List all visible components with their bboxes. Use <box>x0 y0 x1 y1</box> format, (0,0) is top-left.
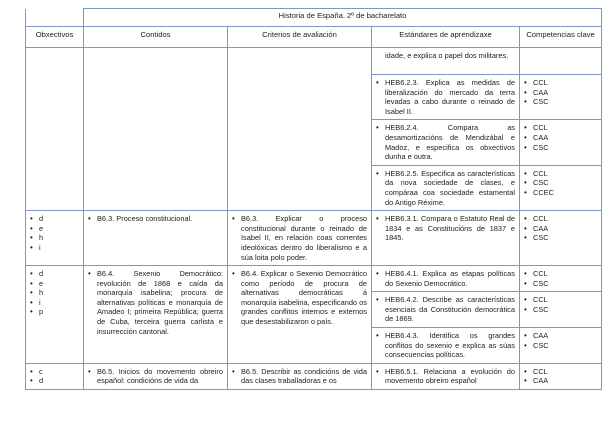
table-row <box>26 48 602 75</box>
title-gutter <box>26 9 84 27</box>
competences-cell <box>520 48 602 75</box>
competence-item: • CAA <box>524 331 597 341</box>
curriculum-table-frame <box>25 8 601 390</box>
competence-item: • CSC <box>524 178 597 188</box>
contents-cell <box>84 363 228 389</box>
criteria-cell <box>228 266 372 364</box>
standard-text: • HEB6.2.4. Compara as desamortizacións de Mendizábal e Madoz, e especifica os obxectivos dunha e outra. <box>376 123 515 161</box>
standard-text: • HEB6.4.3. Identifica os grandes conflitos do sexenio e explica as súas consecuencias políticas. <box>376 331 515 360</box>
competence-item: • CSC <box>524 279 597 289</box>
objective-item: • h <box>30 288 79 298</box>
table-row <box>26 363 602 389</box>
competence-item: • CCL <box>524 269 597 279</box>
table-header-row <box>26 27 602 48</box>
criterion-text: • B6.4. Explicar o Sexenio Democrático como período de procura de alternativas democráticas á monarquía isabelina, especificando os grandes conflitos internos e externos que desestabilizaron o país. <box>232 269 367 327</box>
standard-cell <box>372 211 520 266</box>
objectives-cell <box>26 211 84 266</box>
standard-text: idade, e explica o papel dos militares. <box>385 51 509 60</box>
competences-cell <box>520 75 602 120</box>
standard-cell <box>372 292 520 328</box>
content-text: • B6.5. Inicios do movemento obreiro español: condicións de vida da <box>88 367 223 386</box>
objectives-cell <box>26 363 84 389</box>
standard-text: • HEB6.4.2. Describe as características esenciais da Constitución democrática de 1869. <box>376 295 515 324</box>
criterion-text: • B6.3. Explicar o proceso constitucional durante o reinado de Isabel II, en relación coas correntes ideolóxicas dentro do liberalismo e a súa loita polo poder. <box>232 214 367 262</box>
competence-item: • CAA <box>524 88 597 98</box>
objective-item: • i <box>30 298 79 308</box>
header-standards: Estándares de aprendizaxe <box>372 27 520 48</box>
competence-item: • CAA <box>524 376 597 386</box>
criterion-text: • B6.5. Describir as condicións de vida das clases traballadoras e os <box>232 367 367 386</box>
objectives-cell <box>26 48 84 211</box>
header-criteria: Criterios de avaliación <box>228 27 372 48</box>
header-objectives: Obxectivos <box>26 27 84 48</box>
table-title-row <box>26 9 602 27</box>
objective-item: • e <box>30 279 79 289</box>
objective-item: • d <box>30 376 79 386</box>
criteria-cell <box>228 211 372 266</box>
criteria-cell <box>228 363 372 389</box>
competences-cell <box>520 328 602 364</box>
content-text: • B6.4. Sexenio Democrático: revolución de 1868 e caída da monarquía isabelina; procura de alternativas políticas e monarquía de Amadeo I; primeira República; guerra de Cuba, terceira guerra carlista e insurrección cantonal. <box>88 269 223 336</box>
standard-text: • HEB6.2.3. Explica as medidas de liberalización do mercado da terra levadas a cabo durante o reinado de Isabel II. <box>376 78 515 116</box>
standard-cell <box>372 75 520 120</box>
standard-cell <box>372 120 520 165</box>
contents-cell <box>84 211 228 266</box>
objective-item: • e <box>30 224 79 234</box>
competence-item: • CCL <box>524 78 597 88</box>
competence-item: • CSC <box>524 97 597 107</box>
table-row <box>26 211 602 266</box>
curriculum-table <box>25 8 602 390</box>
objectives-cell <box>26 266 84 364</box>
competence-item: • CSC <box>524 341 597 351</box>
competence-item: • CSC <box>524 143 597 153</box>
competence-item: • CSC <box>524 233 597 243</box>
content-text: • B6.3. Proceso constitucional. <box>88 214 223 224</box>
standard-cell <box>372 48 520 75</box>
table-row <box>26 266 602 292</box>
competence-item: • CCEC <box>524 188 597 198</box>
objective-item: • h <box>30 233 79 243</box>
competences-cell <box>520 165 602 210</box>
objective-item: • d <box>30 214 79 224</box>
competence-item: • CAA <box>524 224 597 234</box>
standard-text: • HEB6.2.5. Especifica as características da nova sociedade de clases, e compáraa coa sociedade estamental do Antigo Réxime. <box>376 169 515 207</box>
competence-item: • CCL <box>524 295 597 305</box>
header-contents: Contidos <box>84 27 228 48</box>
objective-item: • i <box>30 243 79 253</box>
competence-item: • CCL <box>524 367 597 377</box>
contents-cell <box>84 266 228 364</box>
competences-cell <box>520 120 602 165</box>
competences-cell <box>520 266 602 292</box>
competence-item: • CCL <box>524 123 597 133</box>
standard-text: • HEB6.5.1. Relaciona a evolución do movemento obreiro español <box>376 367 515 386</box>
competence-item: • CSC <box>524 305 597 315</box>
objective-item: • p <box>30 307 79 317</box>
competence-item: • CCL <box>524 169 597 179</box>
objective-item: • c <box>30 367 79 377</box>
competences-cell <box>520 363 602 389</box>
standard-text: • HEB6.4.1. Explica as etapas políticas do Sexenio Democrático. <box>376 269 515 288</box>
contents-cell <box>84 48 228 211</box>
standard-cell <box>372 363 520 389</box>
table-title: Historia de España. 2º de bacharelato <box>84 9 602 27</box>
competence-item: • CAA <box>524 133 597 143</box>
standard-cell <box>372 328 520 364</box>
objective-item: • d <box>30 269 79 279</box>
standard-cell <box>372 266 520 292</box>
competences-cell <box>520 292 602 328</box>
header-competences: Competencias clave <box>520 27 602 48</box>
criteria-cell <box>228 48 372 211</box>
standard-text: • HEB6.3.1. Compara o Estatuto Real de 1834 e as Constitucións de 1837 e 1845. <box>376 214 515 243</box>
standard-cell <box>372 165 520 210</box>
competence-item: • CCL <box>524 214 597 224</box>
competences-cell <box>520 211 602 266</box>
